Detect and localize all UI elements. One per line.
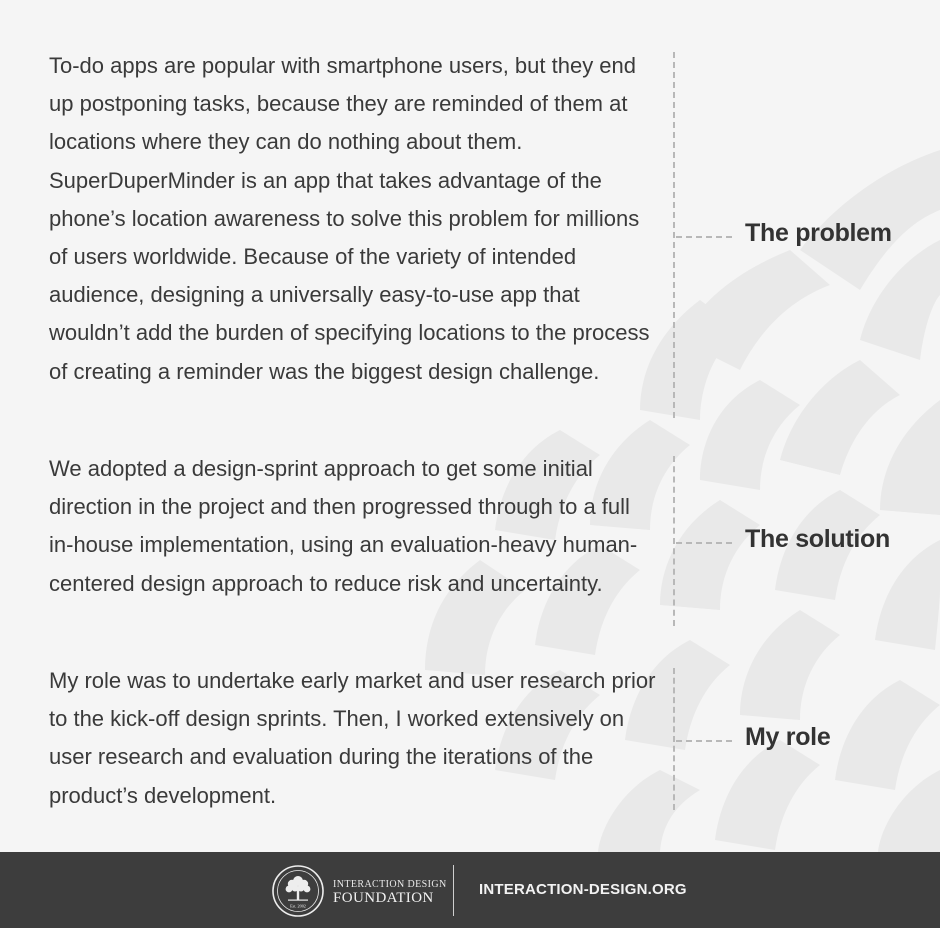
solution-connector xyxy=(676,542,732,544)
solution-paragraph: We adopted a design-sprint approach to get some initial direction in the project and then progressed through to a full in-house implementation, using an evaluation-heavy human-centered design approach to reduce risk and uncertainty. xyxy=(49,456,638,596)
footer-bar xyxy=(0,852,940,928)
footer-divider xyxy=(453,865,454,916)
role-connector xyxy=(676,740,732,742)
org-name-line2: FOUNDATION xyxy=(333,890,434,906)
solution-bracket-line xyxy=(673,456,675,626)
label-my-role: My role xyxy=(745,723,831,751)
website-link[interactable]: INTERACTION-DESIGN.ORG xyxy=(479,881,687,898)
ixdf-tree-logo-icon xyxy=(271,864,325,918)
org-name-line1: INTERACTION DESIGN xyxy=(333,879,447,890)
label-the-problem: The problem xyxy=(745,219,892,247)
role-paragraph: My role was to undertake early market and user research prior to the kick-off design sprints. Then, I worked extensively on user research and evaluation during the iterations of the product’s development. xyxy=(49,668,656,808)
problem-bracket-line xyxy=(673,52,675,418)
problem-paragraph: To-do apps are popular with smartphone users, but they end up postponing tasks, because they are reminded of them at locations where they can do nothing about them. SuperDuperMinder is an app that takes advantage of the phone’s location awareness to solve this problem for millions of users worldwide. Because of the variety of intended audience, designing a universally easy-to-use app that wouldn’t add the burden of specifying locations to the process of creating a reminder was the biggest design challenge. xyxy=(49,53,650,384)
role-bracket-line xyxy=(673,668,675,810)
label-the-solution: The solution xyxy=(745,525,890,553)
problem-connector xyxy=(676,236,732,238)
seal-est-text: Est. 2002 xyxy=(290,903,306,909)
